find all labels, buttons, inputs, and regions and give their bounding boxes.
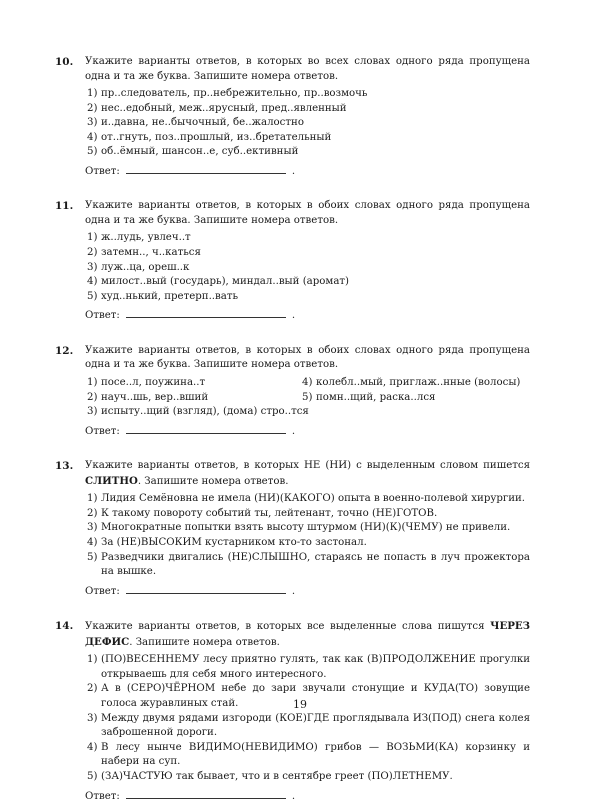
option-number: 5) [87, 290, 98, 302]
options-list [85, 376, 530, 420]
answer-row [85, 423, 530, 440]
task-number: 12. [55, 344, 74, 357]
option-text: А в (СЕРО)ЧЁРНОМ небе до зари звучали стонущие и КУДА(ТО) зовущие голоса журавлиных стай. [101, 683, 530, 710]
option-number: 3) [87, 712, 98, 724]
option-5 [87, 770, 530, 785]
option-number: 1) [87, 88, 98, 99]
option-text: Лидия Семёновна не имела (НИ)(КАКОГО) опыта в военно-полевой хирургии. [101, 493, 526, 505]
prompt-emphasis: ЧЕРЕЗ ДЕФИС [85, 620, 530, 648]
options-list [85, 492, 530, 580]
task-prompt [85, 619, 530, 650]
answer-field[interactable] [126, 788, 286, 799]
option-text: посе..л, поужина..т [101, 376, 206, 388]
option-number: 4) [87, 131, 98, 143]
answer-period: . [291, 425, 296, 437]
option-5 [302, 391, 530, 406]
option-1 [87, 87, 530, 102]
option-text: Между двумя рядами изгороди (КОЕ)ГДЕ проглядывала ИЗ(ПОД) снега колея заброшенной дороги. [101, 712, 530, 739]
task-prompt: Укажите варианты ответов, в которых во всех словах одного ряда пропущена одна и та же буква. Запишите номера ответов. [85, 56, 530, 82]
option-text: науч..шь, вер..вший [101, 391, 209, 403]
answer-period: . [291, 310, 296, 322]
option-number: 4) [87, 741, 98, 753]
page-number: 19 [293, 698, 307, 711]
prompt-text: Укажите варианты ответов, в которых все выделенные слова пишутся [85, 621, 491, 633]
option-text: (ЗА)ЧАСТУЮ так бывает, что и в сентябре греет (ПО)ЛЕТНЕМУ. [101, 771, 453, 783]
prompt-text: Укажите варианты ответов, в которых НЕ (НИ) с выделенным словом пишется [85, 460, 530, 472]
option-3 [87, 116, 530, 131]
option-text: худ..нький, претерп..вать [101, 290, 239, 302]
option-text: пр..следователь, пр..небрежительно, пр..возмочь [101, 88, 368, 99]
option-text: В лесу нынче ВИДИМО(НЕВИДИМО) грибов — ВОЗЬМИ(КА) корзинку и набери на суп. [101, 741, 530, 768]
option-5 [87, 290, 530, 305]
option-text: луж..ца, ореш..к [101, 261, 190, 273]
option-text: К такому повороту событий ты, лейтенант, точно (НЕ)ГОТОВ. [101, 507, 438, 519]
option-number: 2) [87, 507, 98, 519]
option-number: 3) [87, 117, 98, 129]
task-prompt: Укажите варианты ответов, в которых в обоих словах одного ряда пропущена одна и та же буква. Запишите номера ответов. [85, 200, 530, 226]
option-1 [87, 376, 302, 391]
option-number: 1) [87, 232, 98, 244]
options-list [85, 653, 530, 784]
answer-period: . [291, 790, 296, 802]
option-number: 5) [302, 391, 313, 403]
option-4 [87, 131, 530, 146]
option-3 [87, 521, 530, 536]
task-13 [55, 459, 530, 599]
answer-row [85, 307, 530, 324]
answer-label: Ответ: [85, 310, 120, 322]
options-list [85, 231, 530, 304]
task-prompt [85, 459, 530, 489]
option-number: 3) [87, 406, 98, 418]
option-text: испыту..щий (взгляд), (дома) стро..тся [101, 406, 309, 418]
option-2 [87, 507, 530, 522]
answer-label: Ответ: [85, 165, 120, 177]
answer-period: . [291, 165, 296, 177]
option-text: милост..вый (государь), миндал..вый (аромат) [101, 276, 350, 288]
answer-field[interactable] [126, 423, 286, 434]
option-5 [87, 145, 530, 160]
answer-label: Ответ: [85, 585, 120, 597]
option-4 [87, 536, 530, 551]
option-5 [87, 551, 530, 580]
options-list [85, 87, 530, 160]
option-2 [87, 246, 530, 261]
option-text: помн..щий, раска..лся [316, 391, 436, 403]
answer-label: Ответ: [85, 790, 120, 802]
option-number: 5) [87, 771, 98, 783]
option-number: 2) [87, 247, 98, 259]
prompt-text-end: . Запишите номера ответов. [137, 475, 289, 487]
option-number: 4) [87, 276, 98, 288]
answer-row [85, 788, 530, 804]
option-4 [87, 741, 530, 770]
option-3 [87, 261, 530, 276]
answer-period: . [291, 585, 296, 597]
option-number: 3) [87, 261, 98, 273]
prompt-emphasis: СЛИТНО [85, 474, 138, 487]
option-text: Многократные попытки взять высоту штурмом (НИ)(К)(ЧЕМУ) не привели. [101, 522, 511, 534]
answer-field[interactable] [126, 307, 286, 318]
answer-row [85, 163, 530, 180]
option-number: 2) [87, 102, 98, 114]
option-text: колебл..мый, приглаж..нные (волосы) [316, 376, 521, 388]
option-3 [87, 712, 530, 741]
option-text: и..давна, не..бычочный, бе..жалостно [101, 117, 304, 129]
option-1 [87, 231, 530, 246]
answer-field[interactable] [126, 163, 286, 174]
option-text: Разведчики двигались (НЕ)СЛЫШНО, стараясь не попасть в луч прожектора на вышке. [101, 551, 530, 578]
option-text: затемн.., ч..каться [101, 247, 201, 259]
option-4 [302, 376, 530, 391]
answer-field[interactable] [126, 583, 286, 594]
option-3 [87, 405, 530, 420]
option-1 [87, 653, 530, 682]
option-number: 4) [87, 537, 98, 548]
task-12 [55, 344, 530, 439]
option-1 [87, 492, 530, 507]
task-14 [55, 619, 530, 804]
task-number: 10. [55, 56, 74, 68]
option-2 [87, 391, 302, 406]
prompt-text-end: . Запишите номера ответов. [129, 636, 280, 648]
task-11 [55, 199, 530, 323]
option-text: от..гнуть, поз..прошлый, из..бретательный [101, 131, 332, 143]
answer-label: Ответ: [85, 425, 120, 437]
option-4 [87, 275, 530, 290]
option-number: 1) [87, 654, 98, 666]
option-text: об..ёмный, шансон..е, суб..ективный [101, 146, 299, 158]
option-number: 4) [302, 376, 313, 388]
answer-row [85, 583, 530, 600]
option-number: 1) [87, 493, 98, 505]
option-text: (ПО)ВЕСЕННЕМУ лесу приятно гулять, так как (В)ПРОДОЛЖЕНИЕ прогулки открываешь для себя много интересного. [101, 654, 530, 680]
option-number: 2) [87, 683, 98, 695]
option-number: 5) [87, 551, 98, 563]
option-text: За (НЕ)ВЫСОКИМ кустарником кто-то застонал. [101, 537, 367, 548]
task-prompt: Укажите варианты ответов, в которых в обоих словах одного ряда пропущена одна и та же буква. Запишите номера ответов. [85, 344, 530, 371]
option-number: 2) [87, 391, 98, 403]
option-text: нес..едобный, меж..ярусный, пред..явленный [101, 102, 347, 114]
option-number: 5) [87, 146, 98, 158]
option-text: ж..лудь, увлеч..т [101, 232, 191, 244]
option-2 [87, 102, 530, 117]
option-number: 1) [87, 376, 98, 388]
task-number: 11. [55, 200, 74, 213]
task-number: 13. [55, 460, 74, 473]
task-number: 14. [55, 620, 74, 633]
task-10 [55, 55, 530, 179]
option-number: 3) [87, 522, 98, 534]
